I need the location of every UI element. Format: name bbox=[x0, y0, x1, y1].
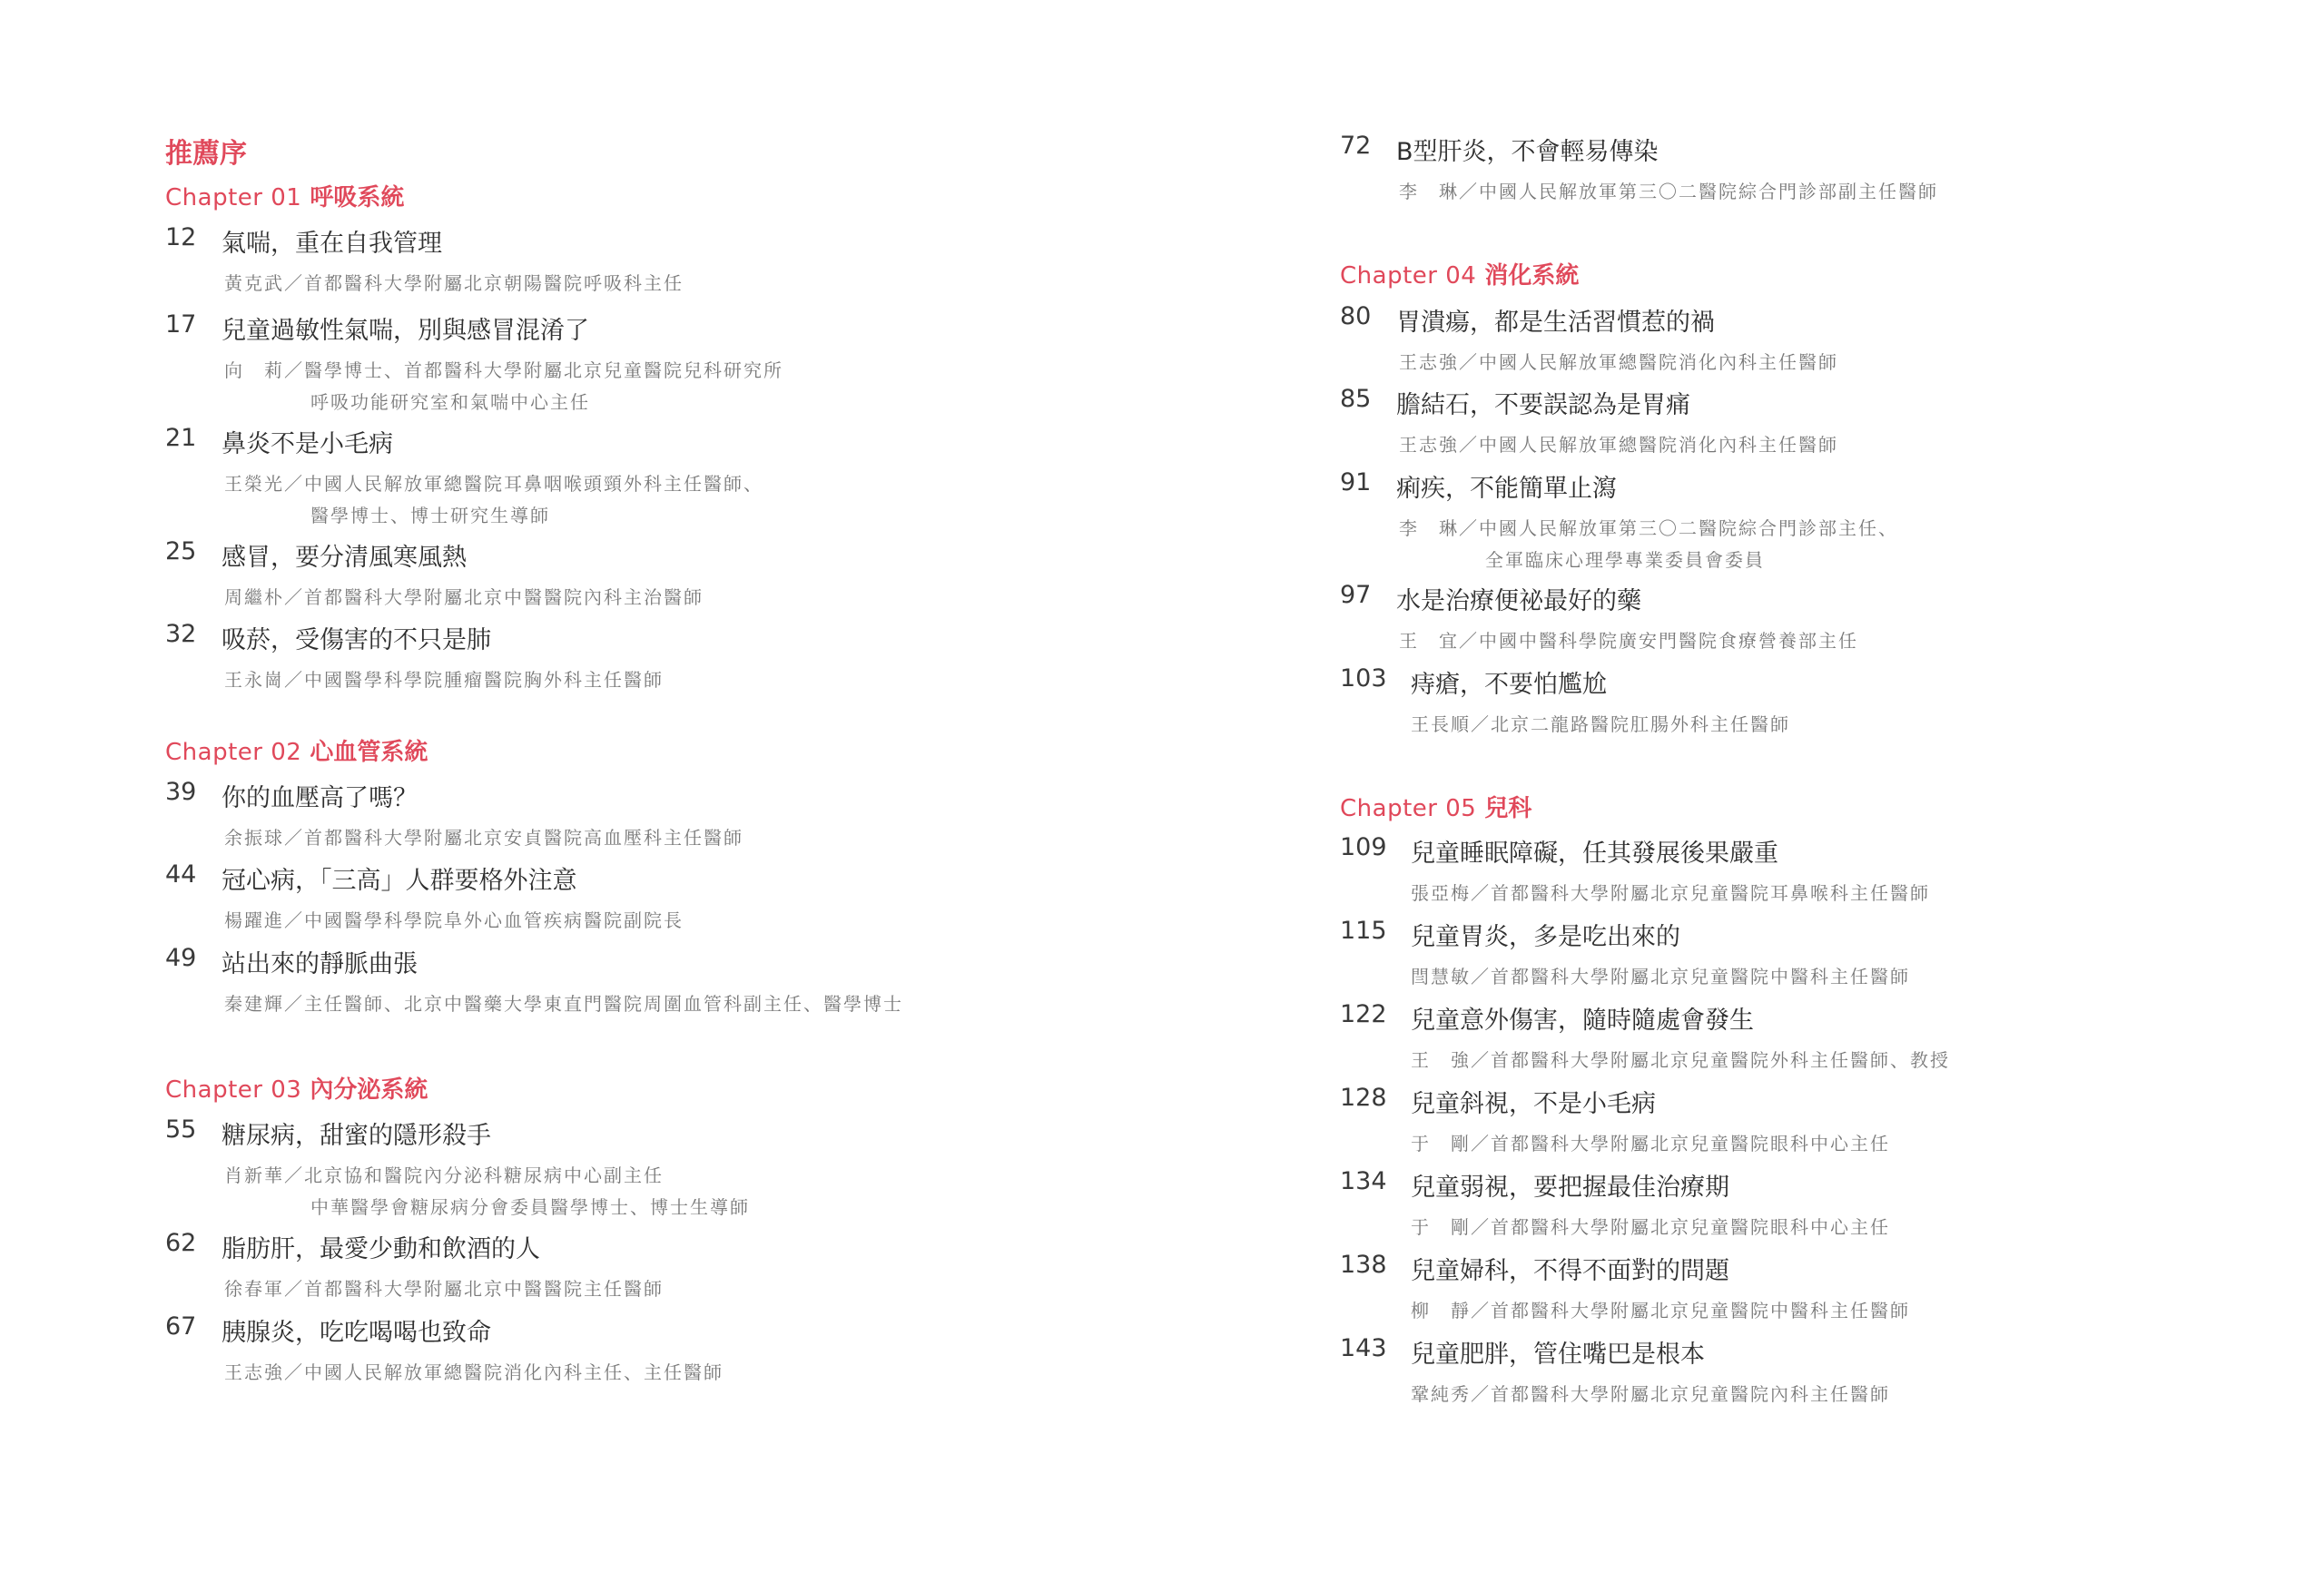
entry-page-number: 21 bbox=[165, 424, 197, 452]
entry-page-number: 39 bbox=[165, 778, 197, 806]
entry-title: 兒童胃炎，多是吃出來的 bbox=[1411, 923, 1680, 951]
entry-page-number: 103 bbox=[1340, 664, 1387, 693]
entry-title: 你的血壓高了嗎？ bbox=[222, 784, 418, 812]
toc-entry bbox=[1340, 581, 1858, 652]
toc-entry bbox=[1340, 468, 1898, 571]
entry-title: 吸菸，受傷害的不只是肺 bbox=[222, 626, 491, 654]
entry-title: 兒童弱視，要把握最佳治療期 bbox=[1411, 1174, 1729, 1202]
entry-author: 李 琳／中國人民解放軍第三〇二醫院綜合門診部主任、 bbox=[1399, 517, 1898, 539]
entry-title: 兒童意外傷害，隨時隨處會發生 bbox=[1411, 1007, 1754, 1035]
entry-author: 周繼朴／首都醫科大學附屬北京中醫醫院內科主治醫師 bbox=[224, 586, 704, 608]
entry-author: 肖新華／北京協和醫院內分泌科糖尿病中心副主任 bbox=[224, 1164, 664, 1186]
toc-entry bbox=[165, 778, 743, 849]
chapter-03-heading bbox=[165, 1071, 428, 1105]
entry-author-continued: 全軍臨床心理學專業委員會委員 bbox=[1485, 549, 1765, 571]
entry-page-number: 85 bbox=[1340, 385, 1372, 413]
entry-author: 鞏純秀／首都醫科大學附屬北京兒童醫院內科主任醫師 bbox=[1411, 1383, 1890, 1405]
entry-title: 痔瘡，不要怕尷尬 bbox=[1411, 671, 1607, 699]
toc-entry bbox=[165, 1229, 664, 1300]
chapter-02-heading bbox=[165, 733, 428, 767]
entry-author: 王志強／中國人民解放軍總醫院消化內科主任醫師 bbox=[1399, 434, 1838, 456]
toc-entry bbox=[1340, 302, 1838, 373]
entry-page-number: 97 bbox=[1340, 581, 1372, 609]
chapter-05-label: Chapter 05 bbox=[1340, 795, 1477, 822]
entry-title: 胃潰瘍，都是生活習慣惹的禍 bbox=[1396, 309, 1715, 337]
entry-author: 王榮光／中國人民解放軍總醫院耳鼻咽喉頭頸外科主任醫師、 bbox=[224, 473, 763, 495]
entry-page-number: 25 bbox=[165, 537, 197, 565]
entry-author: 張亞梅／首都醫科大學附屬北京兒童醫院耳鼻喉科主任醫師 bbox=[1411, 882, 1930, 904]
entry-page-number: 109 bbox=[1340, 833, 1387, 861]
entry-title: 水是治療便祕最好的藥 bbox=[1396, 587, 1641, 615]
entry-title: 兒童肥胖，管住嘴巴是根本 bbox=[1411, 1341, 1705, 1369]
preface-heading: 推薦序 bbox=[165, 138, 247, 170]
entry-title: 膽結石，不要誤認為是胃痛 bbox=[1396, 391, 1690, 419]
entry-page-number: 44 bbox=[165, 860, 197, 889]
entry-author: 楊躍進／中國醫學科學院阜外心血管疾病醫院副院長 bbox=[224, 909, 684, 931]
toc-entry bbox=[165, 860, 684, 931]
toc-entry bbox=[165, 424, 763, 526]
entry-author: 于 剛／首都醫科大學附屬北京兒童醫院眼科中心主任 bbox=[1411, 1133, 1890, 1154]
entry-title: 糖尿病，甜蜜的隱形殺手 bbox=[222, 1122, 491, 1150]
chapter-01-name: 呼吸系統 bbox=[310, 184, 405, 211]
entry-author: 于 剛／首都醫科大學附屬北京兒童醫院眼科中心主任 bbox=[1411, 1216, 1890, 1238]
toc-entry bbox=[1340, 1334, 1890, 1405]
chapter-02-name: 心血管系統 bbox=[310, 739, 428, 766]
toc-entry bbox=[1340, 132, 1938, 202]
toc-entry bbox=[1340, 385, 1838, 456]
toc-entry bbox=[165, 1115, 750, 1218]
toc-entry bbox=[165, 944, 903, 1015]
entry-title: 胰腺炎，吃吃喝喝也致命 bbox=[222, 1319, 491, 1347]
entry-page-number: 62 bbox=[165, 1229, 197, 1257]
toc-entry bbox=[165, 620, 664, 691]
entry-author: 王 宜／中國中醫科學院廣安門醫院食療營養部主任 bbox=[1399, 630, 1858, 652]
toc-entry bbox=[1340, 1000, 1950, 1071]
toc-entry bbox=[1340, 1084, 1890, 1154]
entry-page-number: 91 bbox=[1340, 468, 1372, 496]
entry-author: 向 莉／醫學博士、首都醫科大學附屬北京兒童醫院兒科研究所 bbox=[224, 359, 783, 381]
entry-author-continued: 醫學博士、博士研究生導師 bbox=[310, 505, 550, 526]
entry-page-number: 80 bbox=[1340, 302, 1372, 330]
entry-author: 李 琳／中國人民解放軍第三〇二醫院綜合門診部副主任醫師 bbox=[1399, 181, 1938, 202]
entry-author: 王志強／中國人民解放軍總醫院消化內科主任醫師 bbox=[1399, 351, 1838, 373]
entry-title: 兒童斜視，不是小毛病 bbox=[1411, 1090, 1656, 1118]
entry-title: 脂肪肝，最愛少動和飲酒的人 bbox=[222, 1235, 540, 1263]
toc-entry bbox=[1340, 1167, 1890, 1238]
entry-page-number: 138 bbox=[1340, 1251, 1387, 1279]
entry-author: 閆慧敏／首都醫科大學附屬北京兒童醫院中醫科主任醫師 bbox=[1411, 966, 1910, 987]
toc-entry bbox=[165, 537, 704, 608]
entry-author: 王 強／首都醫科大學附屬北京兒童醫院外科主任醫師、教授 bbox=[1411, 1049, 1950, 1071]
chapter-01-heading bbox=[165, 179, 404, 212]
chapter-04-heading bbox=[1340, 257, 1579, 290]
chapter-05-name: 兒科 bbox=[1484, 795, 1532, 822]
entry-author: 柳 靜／首都醫科大學附屬北京兒童醫院中醫科主任醫師 bbox=[1411, 1300, 1910, 1321]
entry-title: 感冒，要分清風寒風熱 bbox=[222, 544, 467, 572]
entry-page-number: 143 bbox=[1340, 1334, 1387, 1362]
entry-title: 痢疾，不能簡單止瀉 bbox=[1396, 475, 1617, 503]
entry-title: 鼻炎不是小毛病 bbox=[222, 430, 393, 458]
entry-author-continued: 中華醫學會糖尿病分會委員醫學博士、博士生導師 bbox=[310, 1196, 750, 1218]
entry-title: 兒童睡眠障礙，任其發展後果嚴重 bbox=[1411, 840, 1778, 868]
entry-author: 徐春軍／首都醫科大學附屬北京中醫醫院主任醫師 bbox=[224, 1278, 664, 1300]
toc-entry bbox=[1340, 917, 1910, 987]
entry-author: 黃克武／首都醫科大學附屬北京朝陽醫院呼吸科主任 bbox=[224, 272, 684, 294]
entry-page-number: 67 bbox=[165, 1312, 197, 1341]
entry-title: 冠心病，「三高」人群要格外注意 bbox=[222, 867, 577, 895]
entry-author: 秦建輝／主任醫師、北京中醫藥大學東直門醫院周圍血管科副主任、醫學博士 bbox=[224, 993, 903, 1015]
chapter-04-label: Chapter 04 bbox=[1340, 262, 1477, 290]
chapter-02-label: Chapter 02 bbox=[165, 739, 302, 766]
entry-page-number: 32 bbox=[165, 620, 197, 648]
entry-author: 王長順／北京二龍路醫院肛腸外科主任醫師 bbox=[1411, 713, 1790, 735]
toc-entry bbox=[1340, 1251, 1910, 1321]
toc-entry bbox=[1340, 664, 1790, 735]
entry-title: 兒童婦科，不得不面對的問題 bbox=[1411, 1257, 1729, 1285]
entry-title: 站出來的靜脈曲張 bbox=[222, 950, 418, 978]
entry-page-number: 49 bbox=[165, 944, 197, 972]
entry-author: 王永崗／中國醫學科學院腫瘤醫院胸外科主任醫師 bbox=[224, 669, 664, 691]
chapter-04-name: 消化系統 bbox=[1484, 262, 1580, 290]
entry-author: 王志強／中國人民解放軍總醫院消化內科主任、主任醫師 bbox=[224, 1361, 724, 1383]
chapter-03-name: 內分泌系統 bbox=[310, 1076, 428, 1104]
entry-author: 余振球／首都醫科大學附屬北京安貞醫院高血壓科主任醫師 bbox=[224, 827, 743, 849]
chapter-03-label: Chapter 03 bbox=[165, 1076, 302, 1104]
entry-page-number: 134 bbox=[1340, 1167, 1387, 1195]
entry-page-number: 12 bbox=[165, 223, 197, 251]
chapter-05-heading bbox=[1340, 790, 1531, 823]
entry-page-number: 122 bbox=[1340, 1000, 1387, 1028]
entry-page-number: 55 bbox=[165, 1115, 197, 1144]
toc-entry bbox=[165, 223, 684, 294]
toc-entry bbox=[165, 1312, 724, 1383]
entry-page-number: 128 bbox=[1340, 1084, 1387, 1112]
entry-author-continued: 呼吸功能研究室和氣喘中心主任 bbox=[310, 391, 590, 413]
entry-title: B型肝炎，不會輕易傳染 bbox=[1396, 138, 1659, 166]
entry-page-number: 17 bbox=[165, 310, 197, 339]
toc-entry bbox=[165, 310, 783, 413]
entry-title: 氣喘，重在自我管理 bbox=[222, 230, 442, 258]
entry-page-number: 115 bbox=[1340, 917, 1387, 945]
entry-page-number: 72 bbox=[1340, 132, 1372, 160]
toc-entry bbox=[1340, 833, 1930, 904]
entry-title: 兒童過敏性氣喘，別與感冒混淆了 bbox=[222, 317, 589, 345]
chapter-01-label: Chapter 01 bbox=[165, 184, 302, 211]
